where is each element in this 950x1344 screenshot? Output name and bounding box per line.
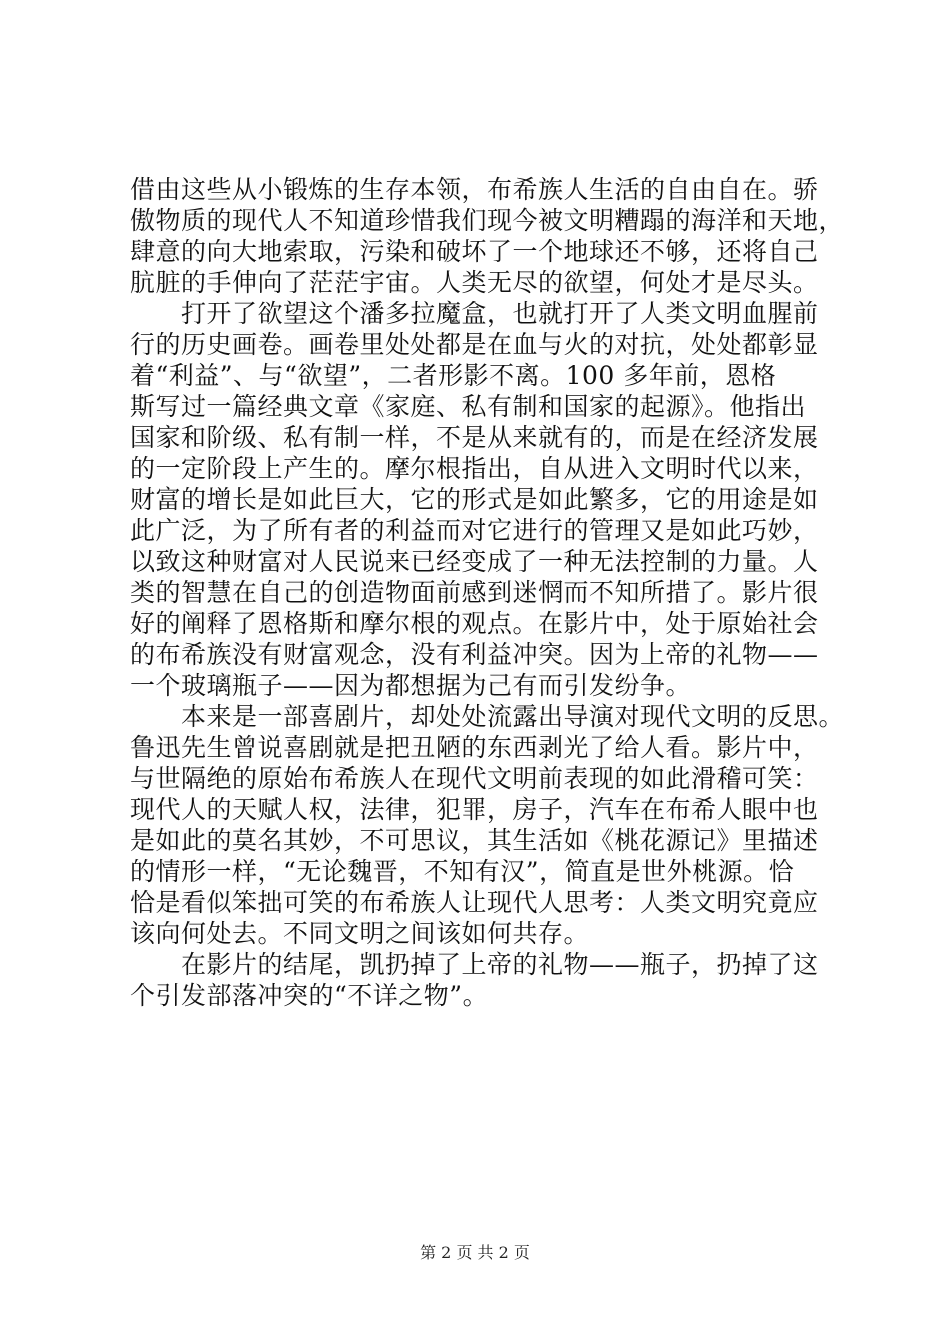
text-line: 类的智慧在自己的创造物面前感到迷惘而不知所措了。影片很 <box>130 578 819 607</box>
text-line: 个引发部落冲突的“不详之物”。 <box>130 981 489 1010</box>
text-line: 鲁迅先生曾说喜剧就是把丑陋的东西剥光了给人看。影片中， <box>130 733 819 762</box>
text-line: 一个玻璃瓶子——因为都想据为己有而引发纷争。 <box>130 671 692 700</box>
text-line: 此广泛，为了所有者的利益而对它进行的管理又是如此巧妙， <box>130 516 819 545</box>
text-line: 傲物质的现代人不知道珍惜我们现今被文明糟蹋的海洋和天地， <box>130 206 845 235</box>
text-line: 借由这些从小锻炼的生存本领，布希族人生活的自由自在。骄 <box>130 175 819 204</box>
text-line: 着“利益”、与“欲望”，二者形影不离。100 多年前，恩格 <box>130 361 777 390</box>
text-line: 以致这种财富对人民说来已经变成了一种无法控制的力量。人 <box>130 547 819 576</box>
text-line: 国家和阶级、私有制一样，不是从来就有的，而是在经济发展 <box>130 423 819 452</box>
text-line: 肆意的向大地索取，污染和破坏了一个地球还不够，还将自己 <box>130 237 819 266</box>
text-line: 财富的增长是如此巨大，它的形式是如此繁多，它的用途是如 <box>130 485 819 514</box>
text-line: 好的阐释了恩格斯和摩尔根的观点。在影片中，处于原始社会 <box>130 609 819 638</box>
page-number-footer: 第 2 页 共 2 页 <box>420 1243 530 1262</box>
text-line: 的情形一样，“无论魏晋，不知有汉”，简直是世外桃源。恰 <box>130 857 795 886</box>
text-line: 恰是看似笨拙可笑的布希族人让现代人思考：人类文明究竟应 <box>130 888 819 917</box>
text-line: 肮脏的手伸向了茫茫宇宙。人类无尽的欲望，何处才是尽头。 <box>130 268 819 297</box>
paragraph-first-line: 在影片的结尾，凯扔掉了上帝的礼物——瓶子，扔掉了这 <box>181 950 819 979</box>
text-line: 现代人的天赋人权，法律，犯罪，房子，汽车在布希人眼中也 <box>130 795 819 824</box>
text-line: 的布希族没有财富观念，没有利益冲突。因为上帝的礼物—— <box>130 640 819 669</box>
document-body <box>130 174 845 1011</box>
text-line: 斯写过一篇经典文章《家庭、私有制和国家的起源》。他指出 <box>130 392 807 421</box>
text-line: 与世隔绝的原始布希族人在现代文明前表现的如此滑稽可笑： <box>130 764 819 793</box>
text-line: 是如此的莫名其妙，不可思议，其生活如《桃花源记》里描述 <box>130 826 819 855</box>
text-line: 的一定阶段上产生的。摩尔根指出，自从进入文明时代以来， <box>130 454 819 483</box>
text-line: 该向何处去。不同文明之间该如何共存。 <box>130 919 590 948</box>
text-line: 行的历史画卷。画卷里处处都是在血与火的对抗，处处都彰显 <box>130 330 819 359</box>
paragraph-first-line: 打开了欲望这个潘多拉魔盒，也就打开了人类文明血腥前 <box>181 299 819 328</box>
paragraph-first-line: 本来是一部喜剧片，却处处流露出导演对现代文明的反思。 <box>181 702 845 731</box>
